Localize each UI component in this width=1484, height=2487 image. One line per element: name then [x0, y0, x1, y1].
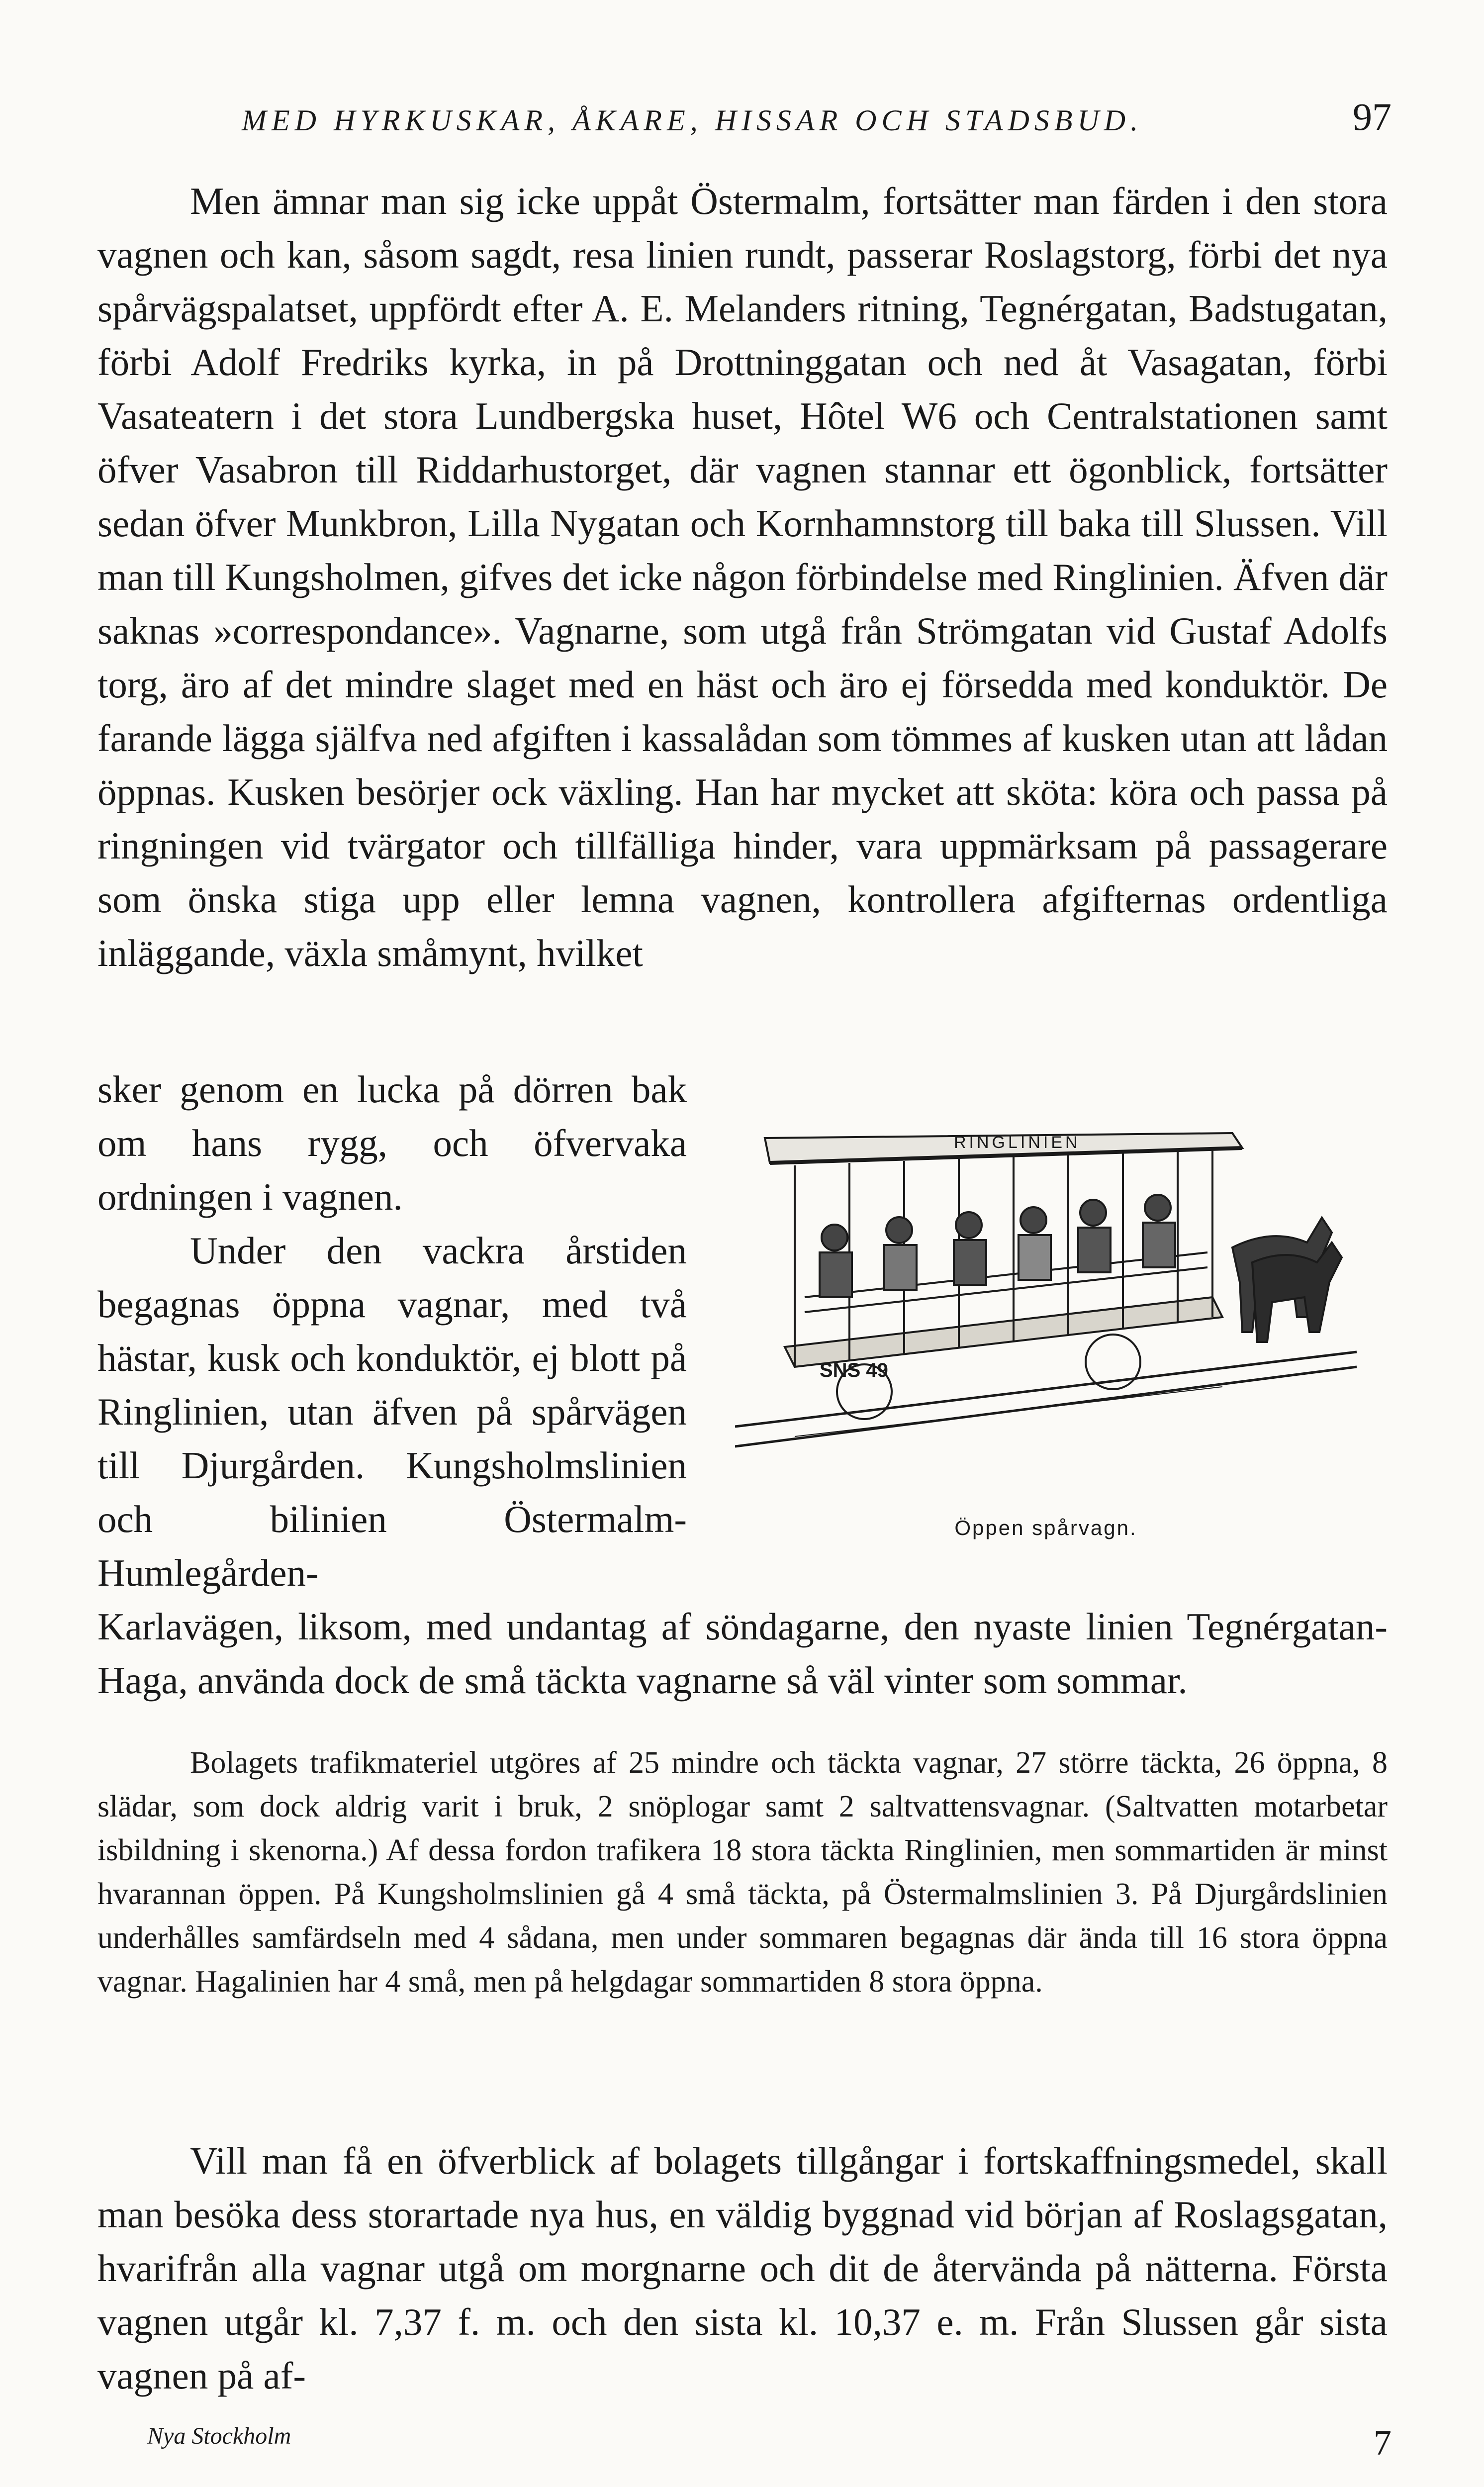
tram-car-number: SNS 49	[820, 1359, 888, 1381]
footnote-paragraph: Bolagets trafikmateriel utgöres af 25 mindre och täckta vagnar, 27 större täckta, 26 öppna, 8 slädar, som dock aldrig varit i bruk, 2 snöplogar samt 2 saltvattensvagnar. (Saltvatten motarbetar isbildning i skenorna.) Af dessa fordon trafikera 18 stora täckta Ringlinien, men sommartiden är minst hvarannan öppen. På Kungsholmslinien gå 4 små täckta, på Östermalmslinien 3. På Djurgårdslinien underhålles samfärdseln med 4 sådana, men under sommaren begagnas där ända till 16 stora öppna vagnar. Hagalinien har 4 små, men på helgdagar sommartiden 8 stora öppna.	[97, 1746, 1388, 1999]
running-title: MED HYRKUSKAR, ÅKARE, HISSAR OCH STADSBUD.	[242, 104, 1143, 137]
figure-caption: Öppen spårvagn.	[954, 1516, 1137, 1539]
tram-illustration	[735, 1118, 1357, 1539]
signature-mark: 7	[1374, 2423, 1391, 2463]
tram-roof-sign: RINGLINIEN	[954, 1133, 1081, 1152]
page-number: 97	[1353, 95, 1391, 138]
paragraph-continuation: Karlavägen, liksom, med undantag af söndagarne, den nyaste linien Tegnérgatan-Haga, använda dock de små täckta vagnarne så väl vinter som sommar.	[97, 1605, 1388, 1702]
paragraph: Vill man få en öfverblick af bolagets tillgångar i fortskaffningsmedel, skall man besöka dess storartade nya hus, en väldig byggnad vid början af Roslagsgatan, hvarifrån alla vagnar utgå om morgnarne och dit de återvända på nätterna. Första vagnen utgår kl. 7,37 f. m. och den sista kl. 10,37 e. m. Från Slussen går sista vagnen på af-	[97, 2139, 1388, 2397]
open-tram-drawing	[735, 1118, 1357, 1456]
paragraph: Under den vackra årstiden begagnas öppna vagnar, med två hästar, kusk och konduktör, ej blott på Ringlinien, utan äfven på spårvägen till Djurgården. Kungsholmslinien och bilinien Östermalm-Humlegården-	[97, 1229, 687, 1594]
paragraph: Men ämnar man sig icke uppåt Östermalm, fortsätter man färden i den stora vagnen och kan, såsom sagdt, resa linien rundt, passerar Roslagstorg, förbi det nya spårvägspalatset, uppfördt efter A. E. Melanders ritning, Tegnérgatan, Badstugatan, förbi Adolf Fredriks kyrka, in på Drottninggatan och ned åt Vasagatan, förbi Vasateatern i det stora Lundbergska huset, Hôtel W6 och Centralstationen samt öfver Vasabron till Riddarhustorget, där vagnen stannar ett ögonblick, fortsätter sedan öfver Munkbron, Lilla Nygatan och Kornhamnstorg till baka till Slussen. Vill man till Kungsholmen, gifves det icke någon förbindelse med Ringlinien. Äfven där saknas »correspondance». Vagnarne, som utgå från Strömgatan vid Gustaf Adolfs torg, äro af det mindre slaget med en häst och äro ej försedda med konduktör. De farande lägga själfva ned afgiften i kassalådan som tömmes af kusken utan att lådan öppnas. Kusken besörjer ock växling. Han har mycket att sköta: köra och passa på ringningen vid tvärgator och tillfälliga hinder, vara uppmärksam på passagerare som önska stiga upp eller lemna vagnen, kontrollera afgifternas ordentliga inläggande, växla småmynt, hvilket	[97, 180, 1388, 974]
printer-signature: Nya Stockholm	[147, 2423, 291, 2449]
paragraph-continuation: sker genom en lucka på dörren bak om hans rygg, och öfvervaka ordningen i vagnen.	[97, 1068, 687, 1218]
page-header	[97, 95, 1391, 144]
page-footer	[97, 2422, 1391, 2467]
